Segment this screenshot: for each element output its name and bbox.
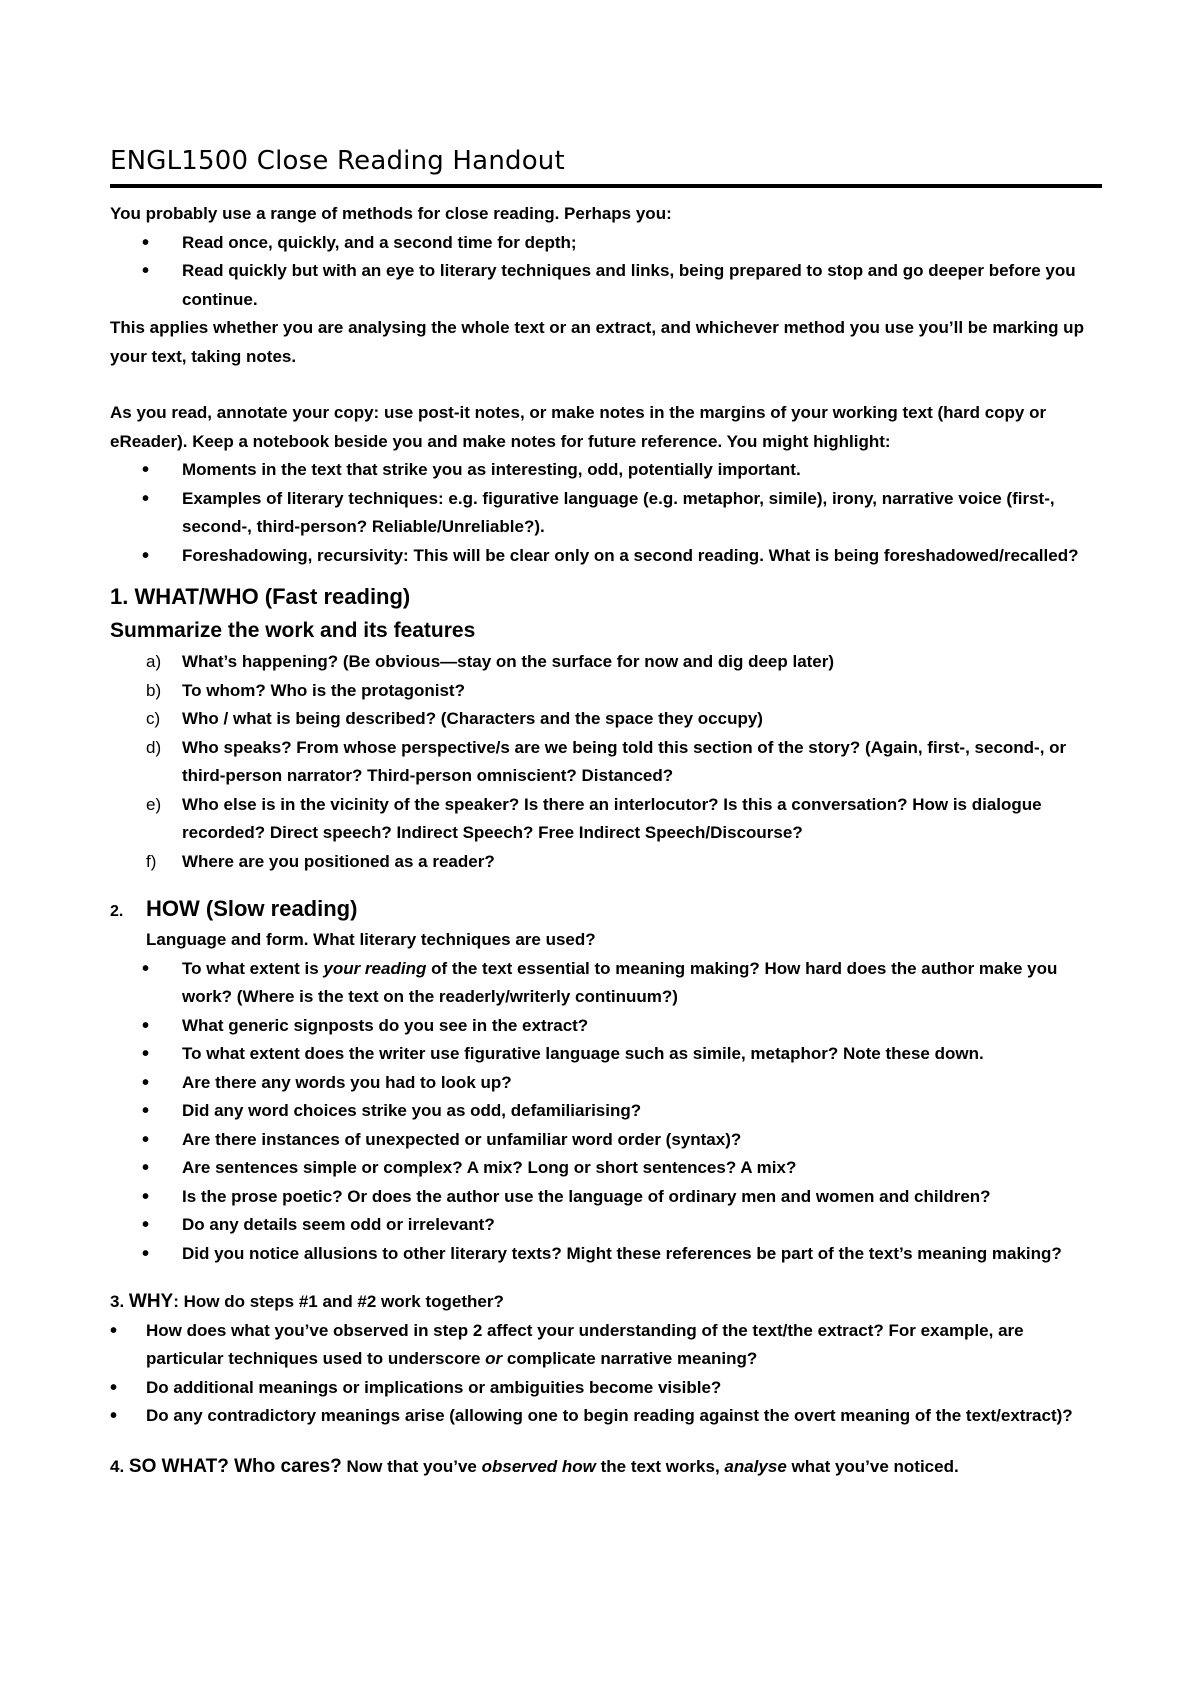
- section-4-heading: [110, 1453, 1102, 1482]
- list-item: • Is the prose poetic? Or does the author use the language of ordinary men and women and children?: [110, 1183, 1102, 1212]
- section-3-number: 3.: [110, 1292, 129, 1311]
- list-item: [110, 648, 1102, 677]
- list-item: • Are there any words you had to look up?: [110, 1069, 1102, 1098]
- list-item-text: Who else is in the vicinity of the speaker? Is there an interlocutor? Is this a conversation? How is dialogue recorded? Direct speech? Indirect Speech? Free Indirect Speech/Discourse?: [182, 794, 1042, 842]
- list-item-text: How does what you’ve observed in step 2 affect your understanding of the text/the extract? For example, are particular techniques used to underscore: [146, 1320, 1024, 1368]
- list-item-text: What’s happening? (Be obvious—stay on the surface for now and dig deep later): [182, 652, 835, 671]
- list-item: • Did you notice allusions to other literary texts? Might these references be part of the text’s meaning making?: [110, 1240, 1102, 1269]
- list-marker: f): [146, 851, 157, 871]
- section-4-text: Now that you’ve: [341, 1456, 482, 1476]
- list-item: • Do additional meanings or implications or ambiguities become visible?: [110, 1374, 1102, 1403]
- list-item-text: To what extent is: [182, 958, 324, 978]
- section-1-list: [110, 648, 1102, 876]
- list-item: • Do any contradictory meanings arise (allowing one to begin reading against the overt meaning of the text/extract)?: [110, 1402, 1102, 1431]
- list-item: • Read quickly but with an eye to literary techniques and links, being prepared to stop and go deeper before you continue.: [110, 257, 1102, 314]
- section-4-text: what you’ve noticed.: [786, 1456, 959, 1476]
- list-item: [110, 734, 1102, 791]
- section-2-number: 2.: [110, 903, 124, 920]
- section-4-title: SO WHAT? Who cares?: [128, 1455, 342, 1477]
- list-marker: e): [146, 794, 162, 814]
- list-item: • Do any details seem odd or irrelevant?: [110, 1211, 1102, 1240]
- list-item: • Are sentences simple or complex? A mix? Long or short sentences? A mix?: [110, 1154, 1102, 1183]
- list-item-text: To whom? Who is the protagonist?: [182, 680, 465, 700]
- list-item-text: Who speaks? From whose perspective/s are we being told this section of the story? (Again, first-, second-, or third-person narrator? Third-person omniscient? Distanced?: [182, 737, 1067, 785]
- section-3-question: : How do steps #1 and #2 work together?: [173, 1292, 504, 1311]
- highlight-bullet-list: [110, 456, 1102, 570]
- list-item: [110, 1317, 1102, 1374]
- section-4-text: the text works,: [595, 1456, 725, 1476]
- section-2-title: HOW (Slow reading): [146, 896, 358, 921]
- annotate-paragraph: As you read, annotate your copy: use post-it notes, or make notes in the margins of your working text (hard copy or eReader). Keep a notebook beside you and make notes for future reference. You might highlight:: [110, 403, 1047, 451]
- intro-text: You probably use a range of methods for close reading. Perhaps you:: [110, 204, 672, 223]
- list-item: [110, 705, 1102, 734]
- section-4-number: 4.: [110, 1456, 129, 1476]
- page-title: ENGL1500 Close Reading Handout: [110, 146, 1102, 188]
- list-item-text: of the text essential to meaning making? How hard does the author make you work? (Where is the text on the readerly/writerly continuum?): [182, 958, 1058, 1006]
- list-item-text: Who / what is being described? (Characters and the space they occupy): [182, 709, 763, 728]
- emphasis-text: your reading: [323, 958, 427, 978]
- section-1-subheading: Summarize the work and its features: [110, 619, 476, 642]
- section-2-list: [110, 955, 1102, 1269]
- section-1-heading: 1. WHAT/WHO (Fast reading): [110, 584, 411, 609]
- emphasis-text: observed how: [481, 1456, 596, 1476]
- list-item: • Foreshadowing, recursivity: This will be clear only on a second reading. What is being foreshadowed/recalled?: [110, 542, 1102, 571]
- list-item: • Did any word choices strike you as odd, defamiliarising?: [110, 1097, 1102, 1126]
- list-item: • Are there instances of unexpected or unfamiliar word order (syntax)?: [110, 1126, 1102, 1155]
- list-marker: b): [146, 680, 162, 700]
- section-3-list: [110, 1317, 1102, 1431]
- emphasis-text: analyse: [724, 1456, 787, 1476]
- section-2-heading: [110, 892, 1102, 926]
- list-item: [110, 955, 1102, 1012]
- handout-page: [110, 146, 1102, 1481]
- list-marker: d): [146, 737, 162, 757]
- section-2-lead: Language and form. What literary techniques are used?: [146, 930, 596, 949]
- applies-paragraph: This applies whether you are analysing the whole text or an extract, and whichever method you use you’ll be marking up your text, taking notes.: [110, 318, 1084, 366]
- list-item: [110, 791, 1102, 848]
- emphasis-text: or: [485, 1349, 503, 1368]
- intro-bullet-list: [110, 229, 1102, 315]
- list-item: • To what extent does the writer use figurative language such as simile, metaphor? Note these down.: [110, 1040, 1102, 1069]
- list-item: • What generic signposts do you see in the extract?: [110, 1012, 1102, 1041]
- section-3-keyword: WHY: [128, 1291, 174, 1312]
- list-item: [110, 677, 1102, 706]
- list-marker: a): [146, 652, 162, 671]
- list-item: [110, 848, 1102, 877]
- list-item-text: Where are you positioned as a reader?: [182, 851, 495, 871]
- list-item: • Examples of literary techniques: e.g. figurative language (e.g. metaphor, simile), irony, narrative voice (first-, second-, third-person? Reliable/Unreliable?).: [110, 485, 1102, 542]
- list-item-text: complicate narrative meaning?: [502, 1349, 758, 1368]
- section-3-heading: [110, 1288, 1102, 1317]
- list-marker: c): [146, 709, 161, 728]
- list-item: • Read once, quickly, and a second time for depth;: [110, 229, 1102, 258]
- list-item: • Moments in the text that strike you as interesting, odd, potentially important.: [110, 456, 1102, 485]
